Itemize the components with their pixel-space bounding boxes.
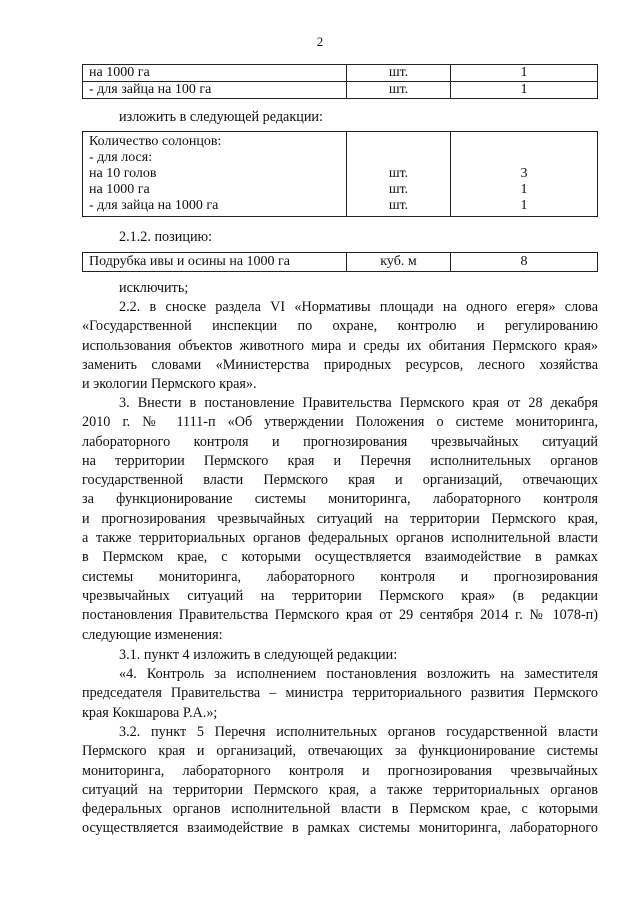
text-line: «4. Контроль за исполнением постановления возложить на заместителя: [119, 666, 598, 682]
paragraph-2-2: [82, 298, 598, 394]
table-2: [82, 131, 598, 217]
text-line: ситуаций на территории Пермского края, а также территориальных органов: [82, 781, 598, 798]
cell-line: [353, 134, 444, 150]
text-line: 2010 г. № 1111-п «Об утверждении Положения о системе мониторинга,: [82, 414, 598, 431]
cell-line: 1: [520, 198, 528, 213]
cell-line: [457, 150, 591, 166]
table-cell-name: Подрубка ивы и осины на 1000 га: [83, 253, 347, 272]
table-3: [82, 252, 598, 272]
paragraph-quote: [82, 665, 598, 723]
cell-line: [457, 134, 591, 150]
table-cell-value: 1: [451, 82, 598, 99]
text-line: а также территориальных органов федеральных органов исполнительной власти: [82, 530, 598, 547]
phrase-position: 2.1.2. позицию:: [119, 229, 213, 245]
text-line: лабораторного контроля и прогнозирования чрезвычайных ситуаций: [82, 433, 598, 450]
cell-line: 3: [520, 166, 528, 181]
table-1: [82, 64, 598, 99]
table-cell-value: 1: [451, 65, 598, 82]
cell-line: - для зайца на 1000 га: [89, 198, 219, 213]
cell-line: шт.: [388, 182, 409, 197]
text-line: и экологии Пермского края».: [82, 376, 257, 393]
table-cell-unit: шт.: [347, 65, 451, 82]
table-cell-value: [451, 132, 598, 217]
paragraph-3-2: [82, 723, 598, 839]
table-cell-name: - для зайца на 100 га: [83, 82, 347, 99]
table-row: [83, 82, 598, 99]
text-line: чрезвычайных ситуаций на территории Пермского края» (в редакции: [82, 587, 598, 604]
text-line: Пермского края и организаций, отвечающих за функционирование системы: [82, 743, 598, 760]
text-line: использования объектов животного мира и среды их обитания Пермского края»: [82, 337, 598, 354]
paragraph-3-1: 3.1. пункт 4 изложить в следующей редакции:: [119, 647, 398, 663]
text-line: за функционирование системы мониторинга, лабораторного контроля: [82, 491, 598, 508]
text-line: заменить словами «Министерства природных ресурсов, лесного хозяйства: [82, 356, 598, 373]
table-cell-unit: куб. м: [347, 253, 451, 272]
text-line: председателя Правительства – министра территориального развития Пермского: [82, 685, 598, 702]
text-line: «Государственной инспекции по охране, контролю и регулированию: [82, 318, 598, 335]
text-line: 3.2. пункт 5 Перечня исполнительных органов государственной власти: [119, 724, 598, 740]
table-row: [83, 132, 598, 217]
table-cell-name: на 1000 га: [83, 65, 347, 82]
text-line: на территории Пермского края и Перечня исполнительных органов: [82, 452, 598, 469]
table-cell-unit: [347, 132, 451, 217]
cell-line: [353, 150, 444, 166]
text-line: в Пермском крае, с которыми осуществляется взаимодействие в рамках: [82, 549, 598, 566]
text-line: края Кокшарова Р.А.»;: [82, 704, 218, 721]
table-cell-name: [83, 132, 347, 217]
cell-line: на 10 голов: [89, 166, 157, 181]
text-line: и прогнозирования чрезвычайных ситуаций на территории Пермского края,: [82, 510, 598, 527]
cell-line: - для лося:: [89, 150, 153, 165]
text-line: 2.2. в сноске раздела VI «Нормативы площади на одного егеря» слова: [119, 299, 598, 315]
text-line: федеральных органов исполнительной власти в Пермском крае, с которыми: [82, 801, 598, 818]
cell-line: шт.: [388, 198, 409, 213]
cell-line: шт.: [388, 166, 409, 181]
text-line: мониторинга, лабораторного контроля и прогнозирования чрезвычайных: [82, 762, 598, 779]
phrase-redaction: изложить в следующей редакции:: [119, 109, 323, 125]
text-line: 3. Внести в постановление Правительства Пермского края от 28 декабря: [119, 395, 598, 411]
phrase-exclude: исключить;: [119, 280, 189, 296]
cell-line: 1: [520, 182, 528, 197]
table-cell-value: 8: [451, 253, 598, 272]
table-cell-unit: шт.: [347, 82, 451, 99]
table-row: [83, 253, 598, 272]
cell-line: Количество солонцов:: [89, 134, 222, 149]
text-line: государственной власти Пермского края и организаций, отвечающих: [82, 472, 598, 489]
text-line: системы мониторинга, лабораторного контроля и прогнозирования: [82, 568, 598, 585]
paragraph-3: [82, 394, 598, 645]
table-row: [83, 65, 598, 82]
text-line: постановления Правительства Пермского края от 29 сентября 2014 г. № 1078-п): [82, 607, 598, 624]
text-line: осуществляется взаимодействие в рамках системы мониторинга, лабораторного: [82, 820, 598, 837]
text-line: следующие изменения:: [82, 626, 223, 643]
cell-line: на 1000 га: [89, 182, 150, 197]
page-number: 2: [316, 34, 324, 49]
